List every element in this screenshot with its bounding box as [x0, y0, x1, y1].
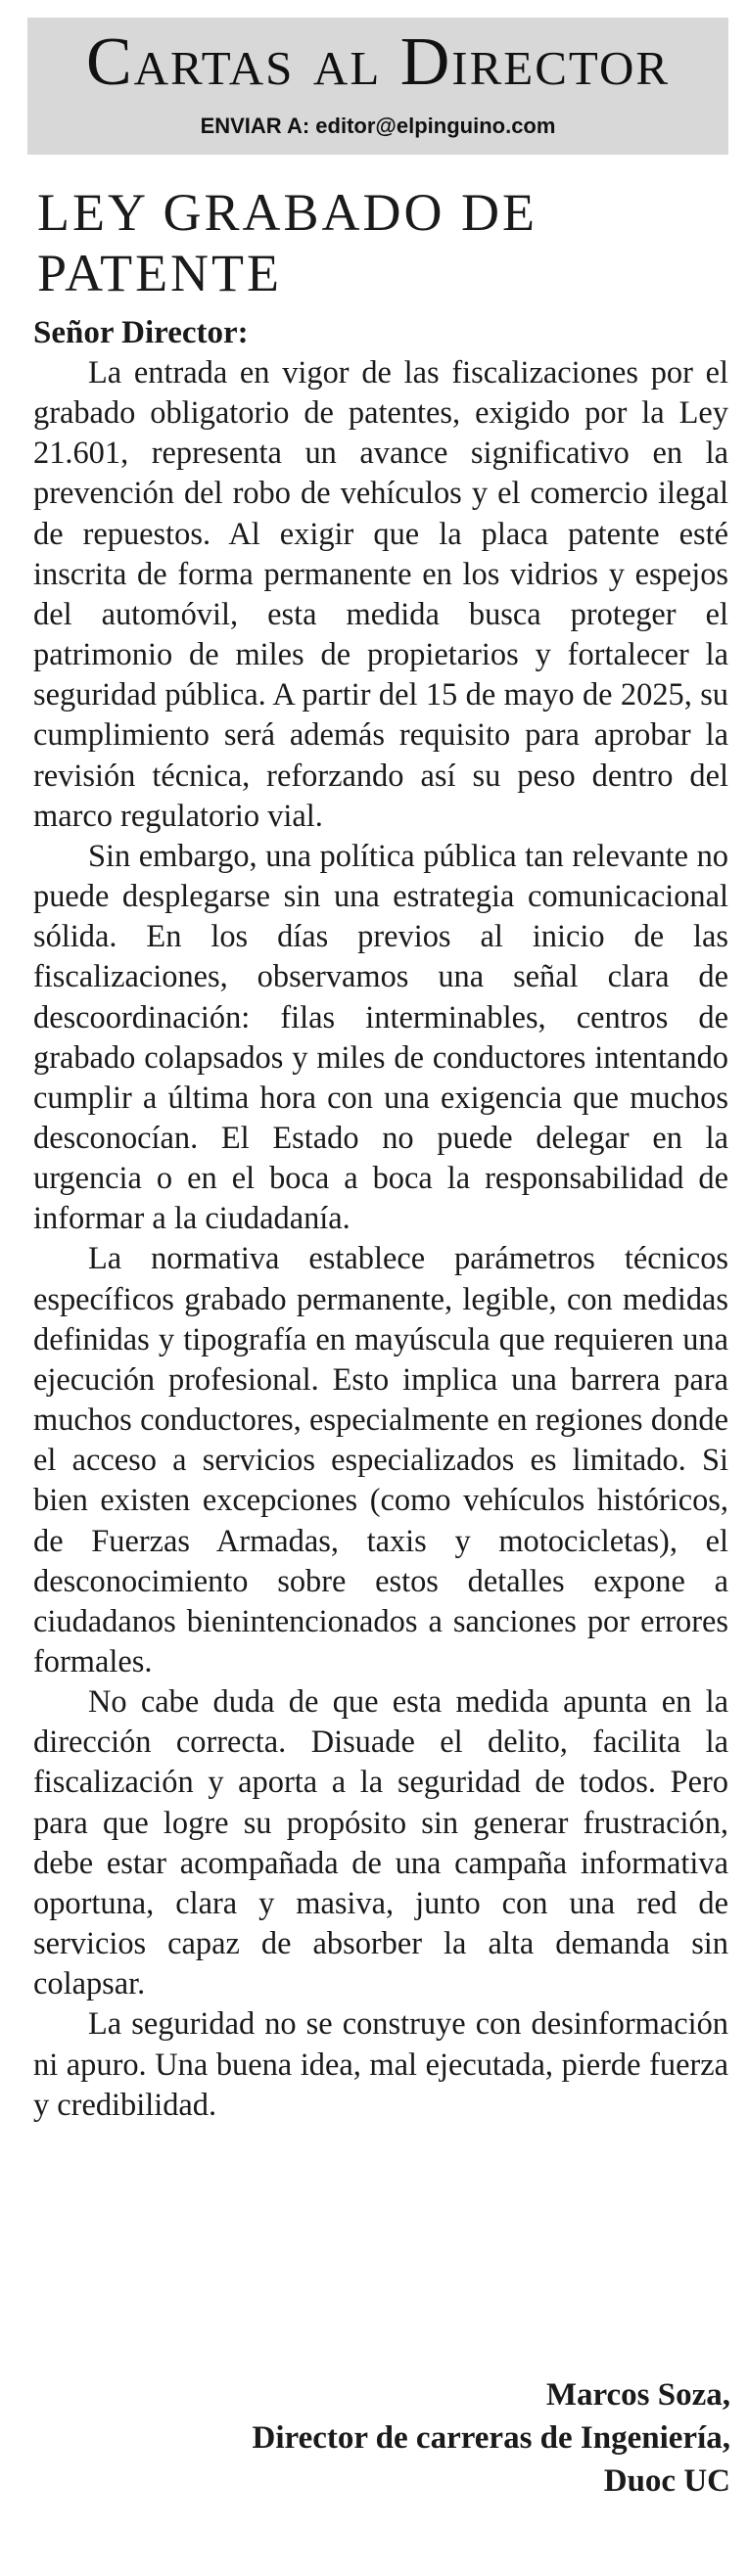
letter-signature [253, 2373, 730, 2503]
section-masthead: Cartas al Director [85, 24, 671, 100]
author-role: Director de carreras de Ingeniería, [252, 2420, 730, 2456]
section-header [27, 18, 728, 155]
letter-paragraph: La normativa establece parámetros técnicos específicos grabado permanente, legible, con medidas definidas y tipografía en mayúscula que requieren una ejecución profesional. Esto implica una barrera para muchos conductores, especialmente en regiones donde el acceso a servicios especializados es limitado. Si bien existen excepciones (como vehículos históricos, de Fuerzas Armadas, taxis y motocicletas), el desconocimiento sobre estos detalles expone a ciudadanos bienintencionados a sanciones por errores formales. [33, 1241, 728, 1679]
letter-salutation: Señor Director: [33, 315, 249, 350]
author-name: Marcos Soza, [545, 2377, 730, 2413]
letter-paragraph: La entrada en vigor de las fiscalizaciones por el grabado obligatorio de patentes, exigido por la Ley 21.601, representa un avance significativo en la prevención del robo de vehículos y el comercio ilegal de repuestos. Al exigir que la placa patente esté inscrita de forma permanente en los vidrios y espejos del automóvil, esta medida busca proteger el patrimonio de miles de propietarios y fortalecer la seguridad pública. A partir del 15 de mayo de 2025, su cumplimiento será además requisito para aprobar la revisión técnica, reforzando así su peso dentro del marco regulatorio vial. [33, 355, 728, 834]
letter-paragraph: La seguridad no se construye con desinformación ni apuro. Una buena idea, mal ejecutada, pierde fuerza y credibilidad. [33, 2006, 728, 2123]
submission-email: ENVIAR A: editor@elpinguino.com [200, 114, 556, 138]
letter-title: LEY GRABADO DE PATENTE [37, 183, 538, 302]
letter-paragraph: Sin embargo, una política pública tan relevante no puede desplegarse sin una estrategia comunicacional sólida. En los días previos al inicio de las fiscalizaciones, observamos una señal clara de descoordinación: filas interminables, centros de grabado colapsados y miles de conductores intentando cumplir a última hora con una exigencia que muchos desconocían. El Estado no puede delegar en la urgencia o en el boca a boca la responsabilidad de informar a la ciudadanía. [33, 838, 728, 1237]
letter-body [33, 353, 728, 2126]
author-institution: Duoc UC [603, 2463, 730, 2499]
letter-paragraph: No cabe duda de que esta medida apunta en la dirección correcta. Disuade el delito, facilita la fiscalización y aporta a la seguridad de todos. Pero para que logre su propósito sin generar frustración, debe estar acompañada de una campaña informativa oportuna, clara y masiva, junto con una red de servicios capaz de absorber la alta demanda sin colapsar. [33, 1684, 728, 2002]
